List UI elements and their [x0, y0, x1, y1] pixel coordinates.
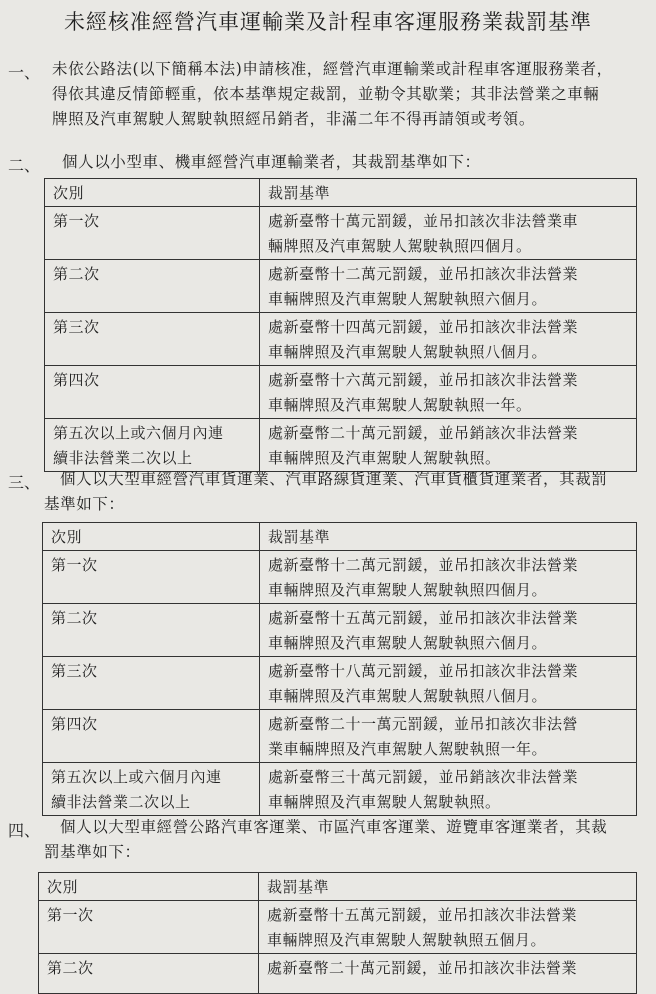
table-row [39, 901, 637, 954]
table-row [43, 604, 637, 657]
penalty-cell: 處新臺幣十萬元罰鍰，並吊扣該次非法營業車 輛牌照及汽車駕駛人駕駛執照四個月。 [260, 207, 637, 260]
section-2-number: 二、 [8, 156, 41, 175]
text-line: 基準如下： [44, 495, 125, 513]
penalty-cell: 處新臺幣二十一萬元罰鍰，並吊扣該次非法營 業車輛牌照及汽車駕駛人駕駛執照一年。 [260, 710, 637, 763]
table-row [43, 551, 637, 604]
header-cell-penalty: 裁罰基準 [259, 873, 637, 901]
penalty-cell: 處新臺幣二十萬元罰鍰，並吊銷該次非法營業 車輛牌照及汽車駕駛人駕駛執照。 [260, 419, 637, 472]
text-line: 得依其違反情節輕重，依本基準規定裁罰，並勒令其歇業；其非法營業之車輛 [52, 85, 600, 103]
table-row [45, 260, 637, 313]
document-title: 未經核准經營汽車運輸業及計程車客運服務業裁罰基準 [64, 10, 592, 34]
text-line: 牌照及汽車駕駛人駕駛執照經吊銷者，非滿二年不得再請領或考領。 [52, 110, 536, 128]
times-cell: 第三次 [45, 313, 260, 366]
times-cell: 第五次以上或六個月內連 續非法營業二次以上 [45, 419, 260, 472]
penalty-table-large-freight [42, 522, 637, 816]
section-1-number: 一、 [8, 63, 41, 82]
times-cell: 第三次 [43, 657, 260, 710]
penalty-cell: 處新臺幣三十萬元罰鍰，並吊銷該次非法營業 車輛牌照及汽車駕駛人駕駛執照。 [260, 763, 637, 816]
header-cell-penalty: 裁罰基準 [260, 523, 637, 551]
section-3-number: 三、 [8, 473, 41, 492]
header-cell-penalty: 裁罰基準 [260, 179, 637, 207]
table-header-row [43, 523, 637, 551]
penalty-table-small-vehicle [44, 178, 637, 472]
table-row [43, 657, 637, 710]
penalty-cell: 處新臺幣十四萬元罰鍰，並吊扣該次非法營業 車輛牌照及汽車駕駛人駕駛執照八個月。 [260, 313, 637, 366]
times-cell: 第四次 [43, 710, 260, 763]
penalty-cell: 處新臺幣二十萬元罰鍰，並吊扣該次非法營業 [259, 954, 637, 994]
section-1-text [52, 57, 613, 132]
section-4-number: 四、 [8, 821, 41, 840]
text-line: 個人以大型車經營汽車貨運業、汽車路線貨運業、汽車貨櫃貨運業者，其裁罰 [60, 470, 608, 488]
text-line: 未依公路法(以下簡稱本法)申請核准，經營汽車運輸業或計程車客運服務業者， [52, 60, 613, 78]
section-4-text [44, 815, 607, 865]
times-cell: 第一次 [45, 207, 260, 260]
penalty-cell: 處新臺幣十二萬元罰鍰，並吊扣該次非法營業 車輛牌照及汽車駕駛人駕駛執照六個月。 [260, 260, 637, 313]
times-cell: 第一次 [39, 901, 259, 954]
table-header-row [39, 873, 637, 901]
times-cell: 第四次 [45, 366, 260, 419]
header-cell-times: 次別 [45, 179, 260, 207]
header-cell-times: 次別 [43, 523, 260, 551]
text-line: 個人以小型車、機車經營汽車運輸業者，其裁罰基準如下： [62, 153, 481, 171]
penalty-cell: 處新臺幣十八萬元罰鍰，並吊扣該次非法營業 車輛牌照及汽車駕駛人駕駛執照八個月。 [260, 657, 637, 710]
penalty-table-large-passenger [38, 872, 637, 994]
penalty-cell: 處新臺幣十五萬元罰鍰，並吊扣該次非法營業 車輛牌照及汽車駕駛人駕駛執照六個月。 [260, 604, 637, 657]
times-cell: 第五次以上或六個月內連 續非法營業二次以上 [43, 763, 260, 816]
times-cell: 第二次 [43, 604, 260, 657]
times-cell: 第二次 [39, 954, 259, 994]
table-row [39, 954, 637, 994]
times-cell: 第二次 [45, 260, 260, 313]
table-row [45, 419, 637, 472]
table-row [45, 207, 637, 260]
times-cell: 第一次 [43, 551, 260, 604]
penalty-cell: 處新臺幣十二萬元罰鍰，並吊扣該次非法營業 車輛牌照及汽車駕駛人駕駛執照四個月。 [260, 551, 637, 604]
header-cell-times: 次別 [39, 873, 259, 901]
text-line: 個人以大型車經營公路汽車客運業、市區汽車客運業、遊覽車客運業者，其裁 [60, 818, 608, 836]
section-2-text [62, 150, 481, 175]
table-header-row [45, 179, 637, 207]
table-row [45, 366, 637, 419]
text-line: 罰基準如下： [44, 843, 141, 861]
section-3-text [44, 467, 607, 517]
table-row [45, 313, 637, 366]
table-row [43, 763, 637, 816]
penalty-cell: 處新臺幣十五萬元罰鍰，並吊扣該次非法營業 車輛牌照及汽車駕駛人駕駛執照五個月。 [259, 901, 637, 954]
penalty-cell: 處新臺幣十六萬元罰鍰，並吊扣該次非法營業 車輛牌照及汽車駕駛人駕駛執照一年。 [260, 366, 637, 419]
table-row [43, 710, 637, 763]
